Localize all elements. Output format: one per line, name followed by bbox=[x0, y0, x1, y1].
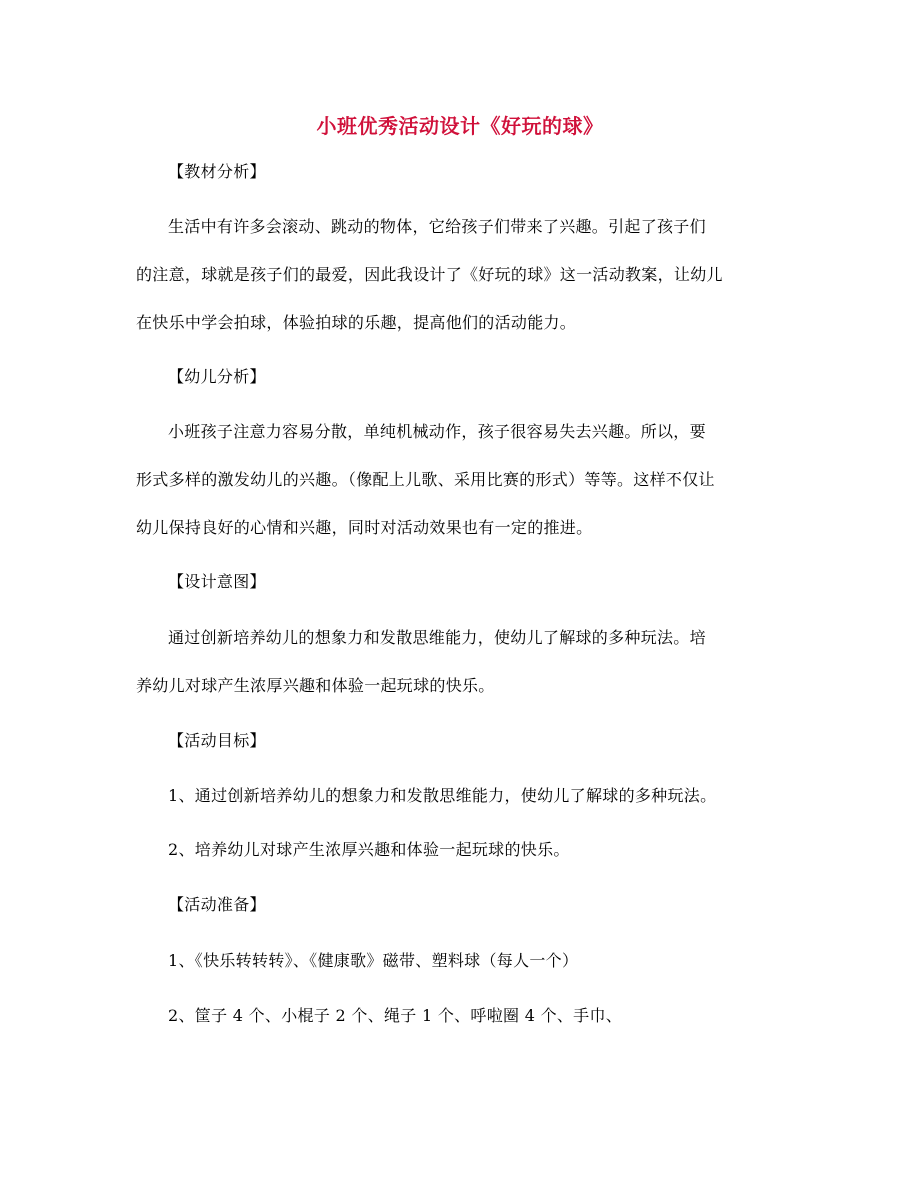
paragraph-line: 生活中有许多会滚动、跳动的物体，它给孩子们带来了兴趣。引起了孩子们 bbox=[168, 217, 706, 236]
document-title: 小班优秀活动设计《好玩的球》 bbox=[316, 114, 604, 138]
paragraph-line: 通过创新培养幼儿的想象力和发散思维能力，使幼儿了解球的多种玩法。培 bbox=[168, 628, 706, 647]
paragraph-line: 的注意，球就是孩子们的最爱，因此我设计了《好玩的球》这一活动教案，让幼儿 bbox=[136, 265, 723, 284]
paragraph-line: 幼儿保持良好的心情和兴趣，同时对活动效果也有一定的推进。 bbox=[136, 518, 593, 537]
list-item: 1、通过创新培养幼儿的想象力和发散思维能力，使幼儿了解球的多种玩法。 bbox=[168, 786, 717, 805]
section-heading-activity-preparation: 【活动准备】 bbox=[168, 895, 266, 914]
paragraph-line: 养幼儿对球产生浓厚兴趣和体验一起玩球的快乐。 bbox=[136, 676, 495, 695]
paragraph-line: 小班孩子注意力容易分散，单纯机械动作，孩子很容易失去兴趣。所以，要 bbox=[168, 422, 706, 441]
paragraph-line: 在快乐中学会拍球，体验拍球的乐趣，提高他们的活动能力。 bbox=[136, 313, 577, 332]
section-heading-textbook-analysis: 【教材分析】 bbox=[168, 162, 266, 181]
list-item: 1、《快乐转转转》、《健康歌》磁带、塑料球（每人一个） bbox=[168, 951, 579, 970]
section-heading-child-analysis: 【幼儿分析】 bbox=[168, 367, 266, 386]
list-item: 2、筐子 4 个、小棍子 2 个、绳子 1 个、呼啦圈 4 个、手巾、 bbox=[168, 1006, 623, 1025]
section-heading-activity-goals: 【活动目标】 bbox=[168, 731, 266, 750]
paragraph-line: 形式多样的激发幼儿的兴趣。（像配上儿歌、采用比赛的形式）等等。这样不仅让 bbox=[136, 470, 715, 489]
list-item: 2、培养幼儿对球产生浓厚兴趣和体验一起玩球的快乐。 bbox=[168, 840, 570, 859]
section-heading-design-intent: 【设计意图】 bbox=[168, 572, 266, 591]
